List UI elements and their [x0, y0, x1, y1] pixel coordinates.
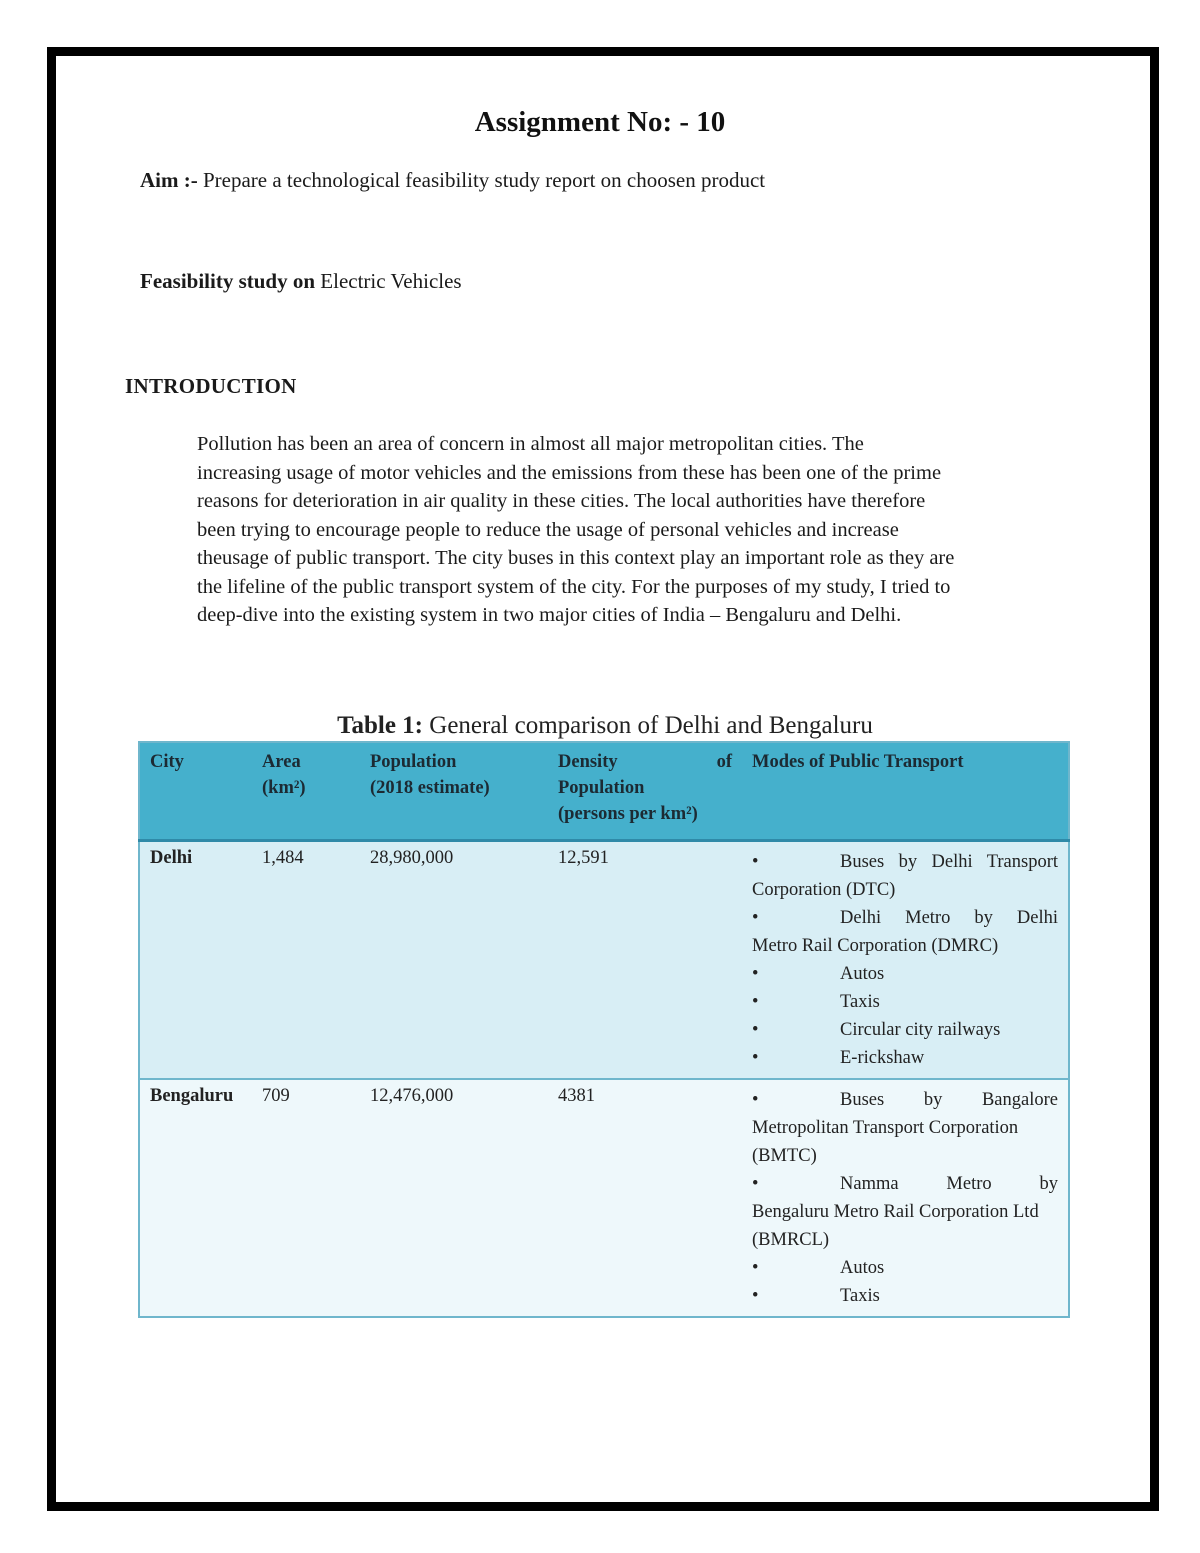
intro-line: Pollution has been an area of concern in almost all major metropolitan cities. The [197, 433, 864, 455]
mode-entry [752, 1254, 1058, 1282]
header-density-of: of [716, 752, 732, 772]
mode-continuation: Corporation (DTC) [752, 879, 896, 900]
mode-first-line [752, 904, 1058, 932]
header-density-line [558, 749, 732, 775]
mode-first-line [752, 848, 1058, 876]
intro-line: deep-dive into the existing system in two major cities of India – Bengaluru and Delhi. [197, 604, 902, 626]
header-area-line: Area [262, 752, 301, 772]
intro-line: been trying to encourage people to reduce the usage of personal vehicles and increase [197, 518, 899, 541]
bullet-icon: • [752, 1019, 759, 1040]
mode-entry [752, 1170, 1058, 1254]
intro-line: reasons for deterioration in air quality in these cities. The local authorities have therefore [197, 490, 926, 512]
mode-first-line [752, 1170, 1058, 1198]
bullet-icon: • [752, 1047, 759, 1068]
intro-line: theusage of public transport. The city buses in this context play an important role as they are [197, 547, 955, 569]
bullet-icon: • [752, 851, 759, 872]
mode-entry [752, 1044, 1058, 1072]
cell-population: 12,476,000 [370, 1085, 454, 1106]
bullet-icon: • [752, 1257, 759, 1278]
intro-line: the lifeline of the public transport system of the city. For the purposes of my study, I tried to [197, 575, 951, 598]
mode-text: Delhi Metro by Delhi [840, 907, 1058, 928]
table-caption-text: General comparison of Delhi and Bengaluru [423, 712, 873, 739]
cell-density: 12,591 [548, 840, 742, 1079]
header-area [252, 742, 360, 840]
mode-entry [752, 1016, 1058, 1044]
page-title: Assignment No: - 10 [474, 106, 726, 138]
aim-line [140, 168, 765, 193]
mode-entry [752, 988, 1058, 1016]
table-caption-label: Table 1: [337, 712, 424, 739]
header-area-unit: (km²) [262, 778, 306, 798]
mode-continuation: Metro Rail Corporation (DMRC) [752, 935, 999, 956]
mode-entry [752, 1282, 1058, 1310]
introduction-heading: INTRODUCTION [125, 374, 297, 398]
bullet-icon: • [752, 1173, 759, 1194]
header-population-note: (2018 estimate) [370, 778, 490, 798]
mode-text: Taxis [840, 1285, 880, 1306]
feasibility-line [140, 269, 462, 294]
cell-area: 709 [262, 1085, 290, 1106]
mode-text: Autos [840, 1257, 885, 1278]
comparison-table [138, 741, 1070, 1318]
mode-text: Buses by Delhi Transport [840, 851, 1058, 872]
bullet-icon: • [752, 907, 759, 928]
header-modes: Modes of Public Transport [742, 742, 1069, 840]
mode-text: Circular city railways [840, 1019, 1001, 1040]
header-city: City [139, 742, 252, 840]
header-density-unit: (persons per km²) [558, 804, 698, 824]
mode-first-line [752, 1086, 1058, 1114]
mode-text: E-rickshaw [840, 1047, 925, 1068]
mode-continuation: Metropolitan Transport Corporation (BMTC) [752, 1117, 1019, 1166]
bullet-icon: • [752, 1089, 759, 1110]
mode-text: Buses by Bangalore [840, 1089, 1058, 1110]
mode-entry [752, 960, 1058, 988]
table-row [139, 1079, 1069, 1317]
cell-modes [742, 840, 1069, 1079]
cell-city: Bengaluru [150, 1085, 234, 1106]
table-caption [0, 712, 1200, 740]
header-population [360, 742, 548, 840]
mode-entry [752, 904, 1058, 960]
mode-entry [752, 1086, 1058, 1170]
mode-continuation: Bengaluru Metro Rail Corporation Ltd (BMRCL) [752, 1201, 1039, 1250]
bullet-icon: • [752, 963, 759, 984]
cell-modes [742, 1079, 1069, 1317]
introduction-paragraph [197, 430, 1077, 630]
header-population-line: Population [370, 752, 457, 772]
aim-label: Aim :- [140, 168, 198, 192]
mode-text: Namma Metro by [840, 1173, 1058, 1194]
header-density-population: Population [558, 778, 645, 798]
cell-density: 4381 [558, 1085, 595, 1106]
aim-text: Prepare a technological feasibility study report on choosen product [197, 168, 766, 192]
bullet-icon: • [752, 991, 759, 1012]
mode-entry [752, 848, 1058, 904]
feasibility-text: Electric Vehicles [315, 269, 462, 293]
table-header-row [139, 742, 1069, 840]
cell-area: 1,484 [252, 840, 360, 1079]
mode-text: Autos [840, 963, 885, 984]
feasibility-label: Feasibility study on [140, 269, 316, 293]
table-row [139, 840, 1069, 1079]
header-density [548, 742, 742, 840]
cell-city: Delhi [139, 840, 252, 1079]
intro-line: increasing usage of motor vehicles and the emissions from these has been one of the prime [197, 461, 942, 484]
header-density-word: Density [558, 752, 618, 772]
bullet-icon: • [752, 1285, 759, 1306]
mode-text: Taxis [840, 991, 880, 1012]
cell-population: 28,980,000 [360, 840, 548, 1079]
